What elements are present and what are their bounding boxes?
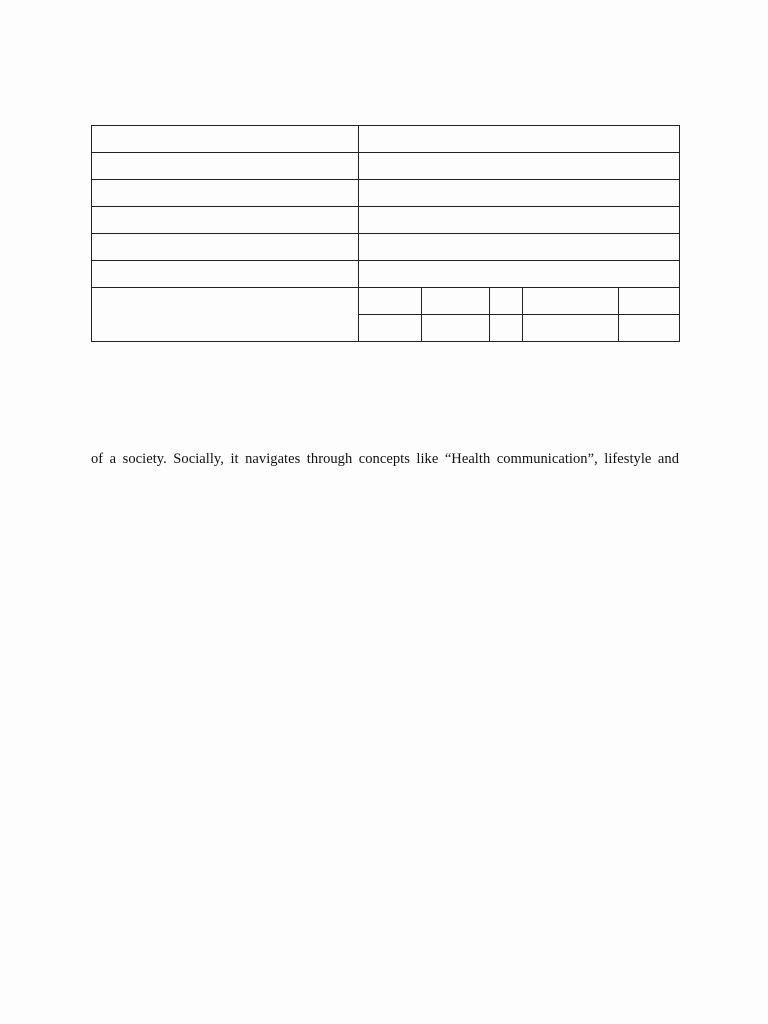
table-label-cell: [92, 261, 359, 288]
table-sub-cell: [523, 288, 619, 315]
table-row: [92, 126, 680, 153]
table-value-cell: [359, 234, 680, 261]
table-sub-cell: [490, 288, 523, 315]
table-value-cell: [359, 153, 680, 180]
table-sub-cell: [619, 315, 680, 342]
table-row: [92, 153, 680, 180]
table-row: [92, 180, 680, 207]
form-table: [91, 125, 680, 342]
table-sub-cell: [619, 288, 680, 315]
table-label-cell: [92, 180, 359, 207]
table-label-cell: [92, 288, 359, 342]
table-label-cell: [92, 153, 359, 180]
table-split-row-top: [92, 288, 680, 315]
table-value-cell: [359, 207, 680, 234]
table-sub-cell: [490, 315, 523, 342]
table-value-cell: [359, 180, 680, 207]
table-sub-cell: [422, 288, 490, 315]
table-sub-cell: [359, 315, 422, 342]
table-row: [92, 207, 680, 234]
table-row: [92, 234, 680, 261]
table-sub-cell: [359, 288, 422, 315]
table-row: [92, 261, 680, 288]
table-sub-cell: [523, 315, 619, 342]
table-value-cell: [359, 126, 680, 153]
body-paragraph: of a society. Socially, it navigates through concepts like “Health communication”, lifestyle and: [91, 451, 679, 467]
table-label-cell: [92, 234, 359, 261]
table-label-cell: [92, 207, 359, 234]
table-value-cell: [359, 261, 680, 288]
table-label-cell: [92, 126, 359, 153]
table-sub-cell: [422, 315, 490, 342]
